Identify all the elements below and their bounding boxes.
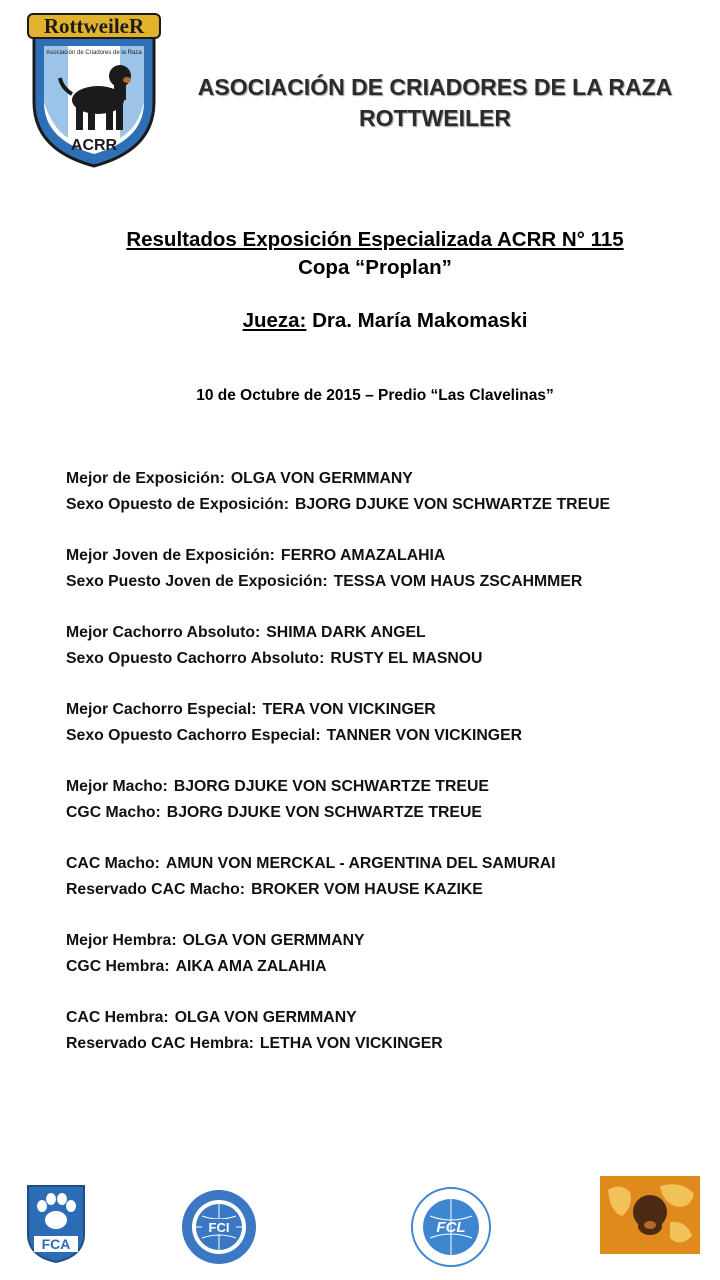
result-value: BROKER VOM HAUSE KAZIKE: [251, 881, 483, 898]
result-label: Sexo Puesto Joven de Exposición:: [66, 573, 328, 590]
judge-line: [0, 309, 720, 333]
results-group: [66, 851, 706, 903]
result-value: OLGA VON GERMMANY: [182, 932, 365, 949]
logo-sub-text: Asociación de Criadores de la Raza: [46, 50, 142, 56]
result-row: [66, 851, 706, 877]
result-row: [66, 620, 706, 646]
result-value: TERA VON VICKINGER: [262, 701, 436, 718]
result-row: [66, 1005, 706, 1031]
fci-logo: [180, 1188, 258, 1266]
judge-name: Dra. María Makomaski: [312, 309, 528, 332]
association-line-1: ASOCIACIÓN DE CRIADORES DE LA RAZA: [197, 74, 673, 100]
result-row: [66, 1031, 706, 1057]
rottweiler-map-logo: [600, 1176, 700, 1254]
result-label: Reservado CAC Macho:: [66, 881, 246, 898]
result-value: TESSA VOM HAUS ZSCAHMMER: [333, 573, 583, 590]
result-label: Mejor Hembra:: [66, 932, 177, 949]
result-value: AMUN VON MERCKAL - ARGENTINA DEL SAMURAI: [165, 855, 556, 872]
fci-text: FCI: [208, 1220, 230, 1235]
result-label: CGC Hembra:: [66, 958, 170, 975]
result-label: Mejor Cachorro Absoluto:: [66, 624, 261, 641]
result-value: TANNER VON VICKINGER: [326, 727, 523, 744]
judge-label: Jueza:: [242, 309, 307, 332]
result-value: BJORG DJUKE VON SCHWARTZE TREUE: [166, 804, 482, 821]
result-row: [66, 697, 706, 723]
result-label: Mejor Macho:: [66, 778, 168, 795]
result-row: [66, 646, 706, 672]
result-row: [66, 877, 706, 903]
result-label: CAC Hembra:: [66, 1009, 169, 1026]
result-value: BJORG DJUKE VON SCHWARTZE TREUE: [173, 778, 489, 795]
results-group: [66, 620, 706, 672]
results-group: [66, 466, 706, 518]
result-label: Sexo Opuesto de Exposición:: [66, 496, 289, 513]
results-group: [66, 1005, 706, 1057]
result-row: [66, 569, 706, 595]
event-title: [0, 226, 720, 282]
result-value: LETHA VON VICKINGER: [259, 1035, 443, 1052]
results-group: [66, 697, 706, 749]
result-row: [66, 466, 706, 492]
result-label: Mejor de Exposición:: [66, 470, 225, 487]
results-group: [66, 928, 706, 980]
result-label: CAC Macho:: [66, 855, 160, 872]
result-value: OLGA VON GERMMANY: [230, 470, 413, 487]
results-group: [66, 543, 706, 595]
event-title-line-1: Resultados Exposición Especializada ACRR N° 115: [126, 228, 624, 251]
result-row: [66, 954, 706, 980]
fcl-logo: [410, 1186, 492, 1268]
result-value: SHIMA DARK ANGEL: [266, 624, 426, 641]
results-list: [66, 466, 706, 1082]
result-value: OLGA VON GERMMANY: [174, 1009, 357, 1026]
result-value: AIKA AMA ZALAHIA: [175, 958, 327, 975]
event-date-line: 10 de Octubre de 2015 – Predio “Las Clavelinas”: [196, 387, 554, 404]
acrr-logo: [26, 10, 162, 168]
result-label: Mejor Cachorro Especial:: [66, 701, 257, 718]
results-group: [66, 774, 706, 826]
event-title-line-2: Copa “Proplan”: [298, 256, 452, 279]
result-row: [66, 723, 706, 749]
result-value: RUSTY EL MASNOU: [330, 650, 483, 667]
result-label: Mejor Joven de Exposición:: [66, 547, 275, 564]
result-row: [66, 492, 706, 518]
logo-top-text: RottweileR: [43, 14, 145, 38]
result-row: [66, 774, 706, 800]
result-label: Sexo Opuesto Cachorro Especial:: [66, 727, 321, 744]
result-row: [66, 543, 706, 569]
result-label: Sexo Opuesto Cachorro Absoluto:: [66, 650, 325, 667]
fca-text: FCA: [41, 1236, 71, 1252]
fcl-text: FCL: [436, 1219, 466, 1236]
association-line-2: ROTTWEILER: [358, 105, 512, 131]
association-name: [190, 72, 680, 134]
result-value: FERRO AMAZALAHIA: [280, 547, 446, 564]
result-row: [66, 928, 706, 954]
fca-logo: [22, 1182, 90, 1264]
logo-bottom-text: ACRR: [70, 137, 118, 154]
result-label: CGC Macho:: [66, 804, 161, 821]
result-value: BJORG DJUKE VON SCHWARTZE TREUE: [294, 496, 611, 513]
result-row: [66, 800, 706, 826]
result-label: Reservado CAC Hembra:: [66, 1035, 254, 1052]
